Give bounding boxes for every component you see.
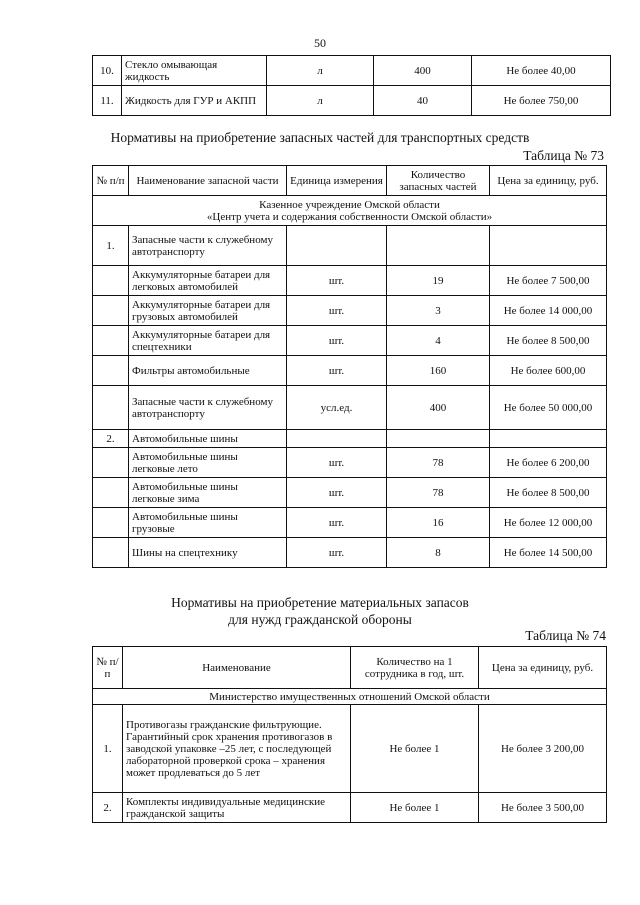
item-price: Не более 12 000,00	[490, 508, 607, 538]
table-row	[93, 56, 611, 86]
item-name: Шины на спецтехнику	[129, 538, 287, 568]
item-unit	[287, 226, 387, 266]
item-price: Не более 40,00	[472, 56, 611, 86]
header-name: Наименование запасной части	[129, 166, 287, 196]
item-quantity: 4	[387, 326, 490, 356]
item-unit: шт.	[287, 266, 387, 296]
table-row	[93, 430, 607, 448]
table-row	[93, 386, 607, 430]
row-number	[93, 386, 129, 430]
item-quantity: 40	[374, 86, 472, 116]
row-number	[93, 478, 129, 508]
item-quantity	[387, 430, 490, 448]
section-74-heading-line-1: Нормативы на приобретение материальных запасов	[171, 595, 469, 610]
row-number: 1.	[93, 705, 123, 793]
item-unit: шт.	[287, 296, 387, 326]
item-quantity: 400	[374, 56, 472, 86]
item-quantity: Не более 1	[351, 705, 479, 793]
item-quantity: 3	[387, 296, 490, 326]
table-row	[93, 508, 607, 538]
item-name: Аккумуляторные батареи для спецтехники	[129, 326, 287, 356]
item-price: Не более 3 500,00	[479, 793, 607, 823]
item-quantity: 160	[387, 356, 490, 386]
organization-line-2: «Центр учета и содержания собственности Омской области»	[206, 210, 493, 223]
item-unit: усл.ед.	[287, 386, 387, 430]
item-price: Не более 6 200,00	[490, 448, 607, 478]
table-header-row	[93, 166, 607, 196]
item-name: Аккумуляторные батареи для легковых автомобилей	[129, 266, 287, 296]
table-row	[93, 296, 607, 326]
row-number: 11.	[93, 86, 122, 116]
item-price: Не более 50 000,00	[490, 386, 607, 430]
item-name: Аккумуляторные батареи для грузовых автомобилей	[129, 296, 287, 326]
table-row	[93, 266, 607, 296]
item-name: Противогазы гражданские фильтрующие. Гарантийный срок хранения противогазов в заводской упаковке –25 лет, с последующей лабораторной проверкой срока – хранения может продлеваться до 5 лет	[123, 705, 351, 793]
header-quantity: Количество запасных частей	[387, 166, 490, 196]
item-price: Не более 8 500,00	[490, 478, 607, 508]
table-row	[93, 538, 607, 568]
item-price	[490, 430, 607, 448]
item-unit: шт.	[287, 508, 387, 538]
item-quantity: 400	[387, 386, 490, 430]
item-price: Не более 3 200,00	[479, 705, 607, 793]
item-name: Фильтры автомобильные	[129, 356, 287, 386]
table-74-label: Таблица № 74	[525, 628, 606, 643]
header-unit: Единица измерения	[287, 166, 387, 196]
table-row	[93, 86, 611, 116]
item-quantity: Не более 1	[351, 793, 479, 823]
table-row	[93, 326, 607, 356]
item-unit: л	[267, 86, 374, 116]
item-name: Комплекты индивидуальные медицинские гражданской защиты	[123, 793, 351, 823]
table-row	[93, 705, 607, 793]
item-quantity: 19	[387, 266, 490, 296]
item-quantity	[387, 226, 490, 266]
item-unit: шт.	[287, 326, 387, 356]
organization-row	[93, 196, 607, 226]
row-number	[93, 448, 129, 478]
table-row	[93, 793, 607, 823]
row-number: 10.	[93, 56, 122, 86]
item-price: Не более 750,00	[472, 86, 611, 116]
item-name: Жидкость для ГУР и АКПП	[122, 86, 267, 116]
item-name: Автомобильные шины легковые лето	[129, 448, 287, 478]
item-name: Стекло омывающая жидкость	[122, 56, 267, 86]
row-number: 2.	[93, 793, 123, 823]
table-74	[92, 646, 607, 823]
item-unit: л	[267, 56, 374, 86]
row-number	[93, 326, 129, 356]
item-price: Не более 14 500,00	[490, 538, 607, 568]
row-number: 2.	[93, 430, 129, 448]
table-header-row	[93, 647, 607, 689]
item-unit: шт.	[287, 538, 387, 568]
organization-name: Министерство имущественных отношений Омской области	[93, 689, 607, 705]
organization-line-1: Казенное учреждение Омской области	[259, 198, 440, 211]
row-number	[93, 266, 129, 296]
row-number	[93, 296, 129, 326]
item-price: Не более 600,00	[490, 356, 607, 386]
organization-row	[93, 689, 607, 705]
item-price	[490, 226, 607, 266]
item-unit	[287, 430, 387, 448]
table-73-label: Таблица № 73	[523, 148, 604, 163]
table-73	[92, 165, 607, 568]
item-name: Автомобильные шины грузовые	[129, 508, 287, 538]
item-quantity: 78	[387, 448, 490, 478]
organization-name	[93, 196, 607, 226]
item-unit: шт.	[287, 478, 387, 508]
header-price: Цена за единицу, руб.	[490, 166, 607, 196]
section-74-heading-line-2: для нужд гражданской обороны	[228, 612, 412, 627]
item-quantity: 16	[387, 508, 490, 538]
header-quantity: Количество на 1 сотрудника в год, шт.	[351, 647, 479, 689]
section-73-heading: Нормативы на приобретение запасных частей для транспортных средств	[110, 130, 530, 145]
row-number	[93, 356, 129, 386]
item-quantity: 8	[387, 538, 490, 568]
row-number: 1.	[93, 226, 129, 266]
table-row	[93, 226, 607, 266]
header-price: Цена за единицу, руб.	[479, 647, 607, 689]
item-price: Не более 14 000,00	[490, 296, 607, 326]
item-name: Запасные части к служебному автотранспорту	[129, 386, 287, 430]
header-num: № п/п	[93, 166, 129, 196]
header-num: № п/п	[93, 647, 123, 689]
table-row	[93, 478, 607, 508]
item-name: Автомобильные шины легковые зима	[129, 478, 287, 508]
row-number	[93, 538, 129, 568]
table-72-continuation	[92, 55, 611, 116]
row-number	[93, 508, 129, 538]
item-unit: шт.	[287, 356, 387, 386]
item-name: Автомобильные шины	[129, 430, 287, 448]
item-quantity: 78	[387, 478, 490, 508]
item-price: Не более 7 500,00	[490, 266, 607, 296]
item-unit: шт.	[287, 448, 387, 478]
table-row	[93, 448, 607, 478]
table-row	[93, 356, 607, 386]
header-name: Наименование	[123, 647, 351, 689]
item-name: Запасные части к служебному автотранспорту	[129, 226, 287, 266]
item-price: Не более 8 500,00	[490, 326, 607, 356]
page-number: 50	[314, 36, 326, 50]
